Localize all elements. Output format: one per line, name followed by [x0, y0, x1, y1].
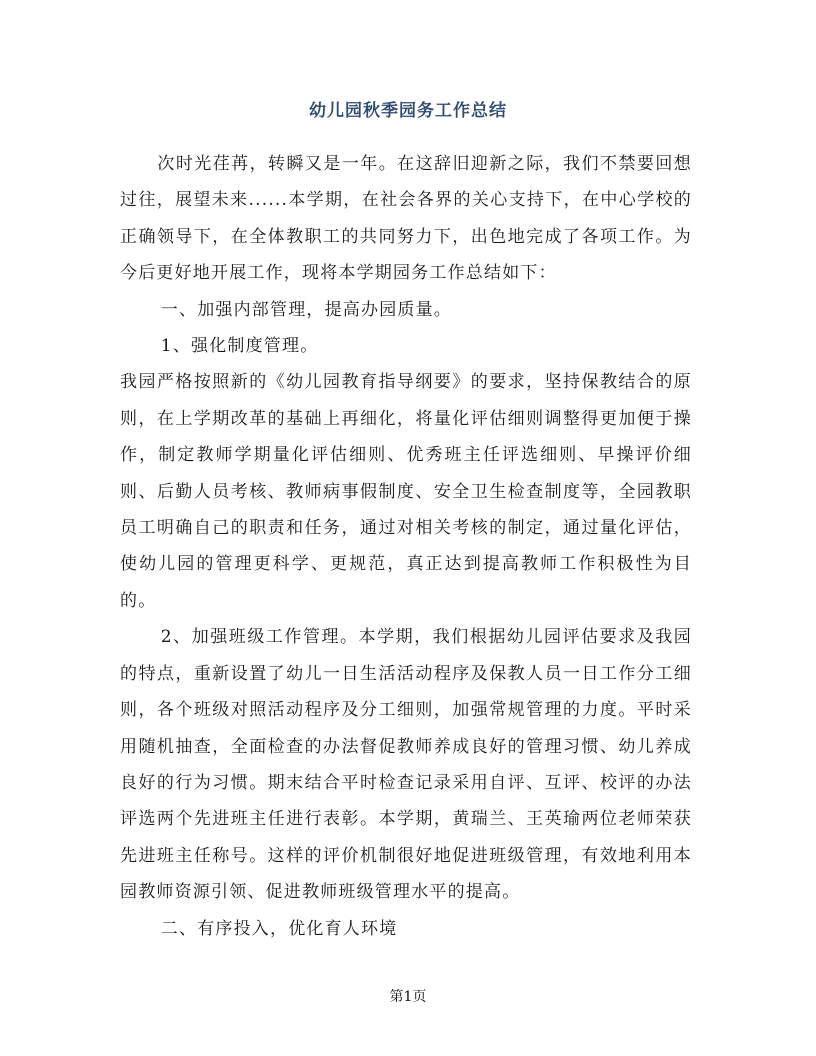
page-number: 第1页: [389, 989, 427, 1005]
section-heading-2: 二、有序投入，优化育人环境: [160, 918, 398, 939]
subsection-heading-1: 1、强化制度管理。: [160, 336, 319, 357]
document-title: 幼儿园秋季园务工作总结: [309, 101, 507, 121]
document-body: [120, 146, 692, 947]
section-heading-1: 一、加强内部管理，提高办园质量。: [160, 299, 452, 320]
class-management-paragraph: 2、加强班级工作管理。本学期，我们根据幼儿园评估要求及我园的特点，重新设置了幼儿一日生活活动程序及保教人员一日工作分工细则，各个班级对照活动程序及分工细则，加强常规管理的力度。平时采用随机抽查，全面检查的办法督促教师养成良好的管理习惯、幼儿养成良好的行为习惯。期末结合平时检查记录采用自评、互评、校评的办法评选两个先进班主任进行表彰。本学期，黄瑞兰、王英瑜两位老师荣获先进班主任称号。这样的评价机制很好地促进班级管理，有效地利用本园教师资源引领、促进教师班级管理水平的提高。: [120, 627, 692, 903]
system-management-paragraph: 我园严格按照新的《幼儿园教育指导纲要》的要求，坚持保教结合的原则，在上学期改革的基础上再细化，将量化评估细则调整得更加便于操作，制定教师学期量化评估细则、优秀班主任评选细则、早操评价细则、后勤人员考核、教师病事假制度、安全卫生检查制度等，全园教职员工明确自己的职责和任务，通过对相关考核的制定，通过量化评估，使幼儿园的管理更科学、更规范，真正达到提高教师工作积极性为目的。: [120, 372, 692, 611]
intro-paragraph: 次时光荏苒，转瞬又是一年。在这辞旧迎新之际，我们不禁要回想过往，展望未来......本学期，在社会各界的关心支持下，在中心学校的正确领导下，在全体教职工的共同努力下，出色地完成了各项工作。为今后更好地开展工作，现将本学期园务工作总结如下：: [120, 154, 692, 284]
